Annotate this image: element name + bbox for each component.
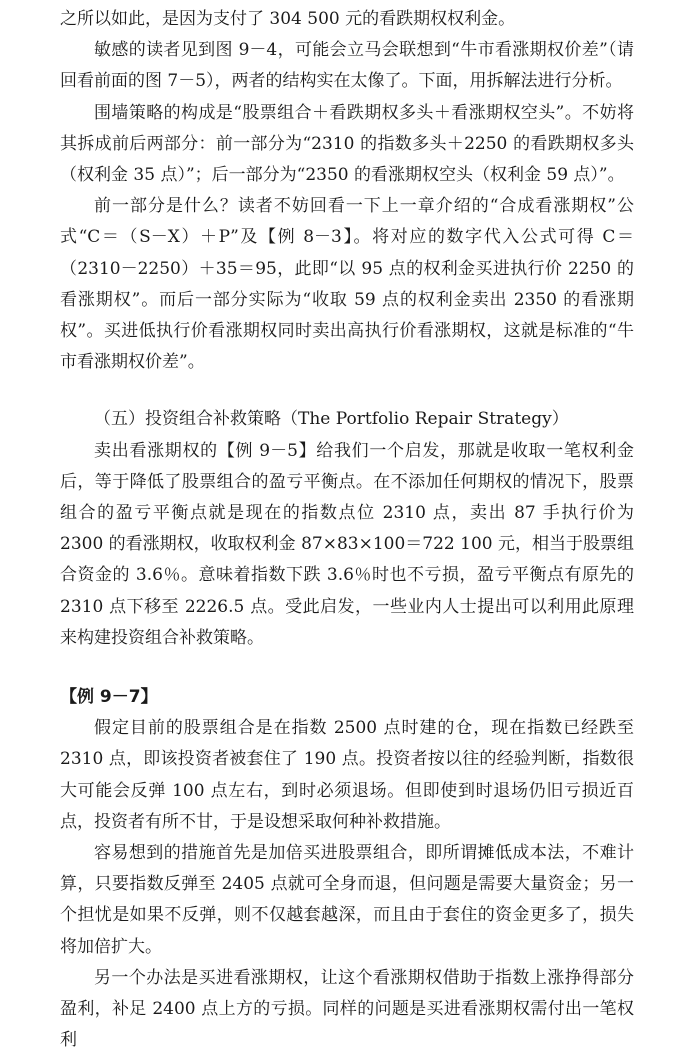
spacer <box>60 378 634 404</box>
paragraph-continuation: 之所以如此，是因为支付了 304 500 元的看跌期权权利金。 <box>60 9 516 29</box>
section-heading: （五）投资组合补救策略（The Portfolio Repair Strategy） <box>94 409 569 430</box>
paragraph-synthetic-call: 前一部分是什么？读者不妨回看一下上一章介绍的“合成看涨期权”公式“C＝（S－X）＋P”及【例 8－3】。将对应的数字代入公式可得 C＝（2310－2250）＋35＝95，此即“以 95 点的权利金买进执行价 2250 的看涨期权”。而后一部分实际为“收取 59 点的权利金卖出 2350 的看涨期权”。买进低执行价看涨期权同时卖出高执行价看涨期权，这就是标准的“牛市看涨期权价差”。 <box>60 196 634 373</box>
paragraph-example-setup: 假定目前的股票组合是在指数 2500 点时建的仓，现在指数已经跌至 2310 点，即该投资者被套住了 190 点。投资者按以往的经验判断，指数很大可能会反弹 100 点左右，到时必须退场。但即使到时退场仍旧亏损近百点，投资者有所不甘，于是设想采取何种补救措施。 <box>60 718 634 832</box>
paragraph-averaging-down: 容易想到的措施首先是加倍买进股票组合，即所谓摊低成本法，不难计算，只要指数反弹至 2405 点就可全身而退，但问题是需要大量资金；另一个担忧是如果不反弹，则不仅越套越深，而且由于套住的资金更多了，损失将加倍扩大。 <box>60 843 634 957</box>
example-heading: 【例 9－7】 <box>60 687 158 708</box>
paragraph-collar-decomposition: 围墙策略的构成是“股票组合＋看跌期权多头＋看涨期权空头”。不妨将其拆成前后两部分：前一部分为“2310 的指数多头＋2250 的看跌期权多头（权利金 35 点）”；后一部分为“2350 的看涨期权空头（权利金 59 点）”。 <box>60 102 634 186</box>
paragraph-buy-call: 另一个办法是买进看涨期权，让这个看涨期权借助于指数上涨挣得部分盈利，补足 2400 点上方的亏损。同样的问题是买进看涨期权需付出一笔权利 <box>60 967 634 1051</box>
spacer <box>60 654 634 682</box>
paragraph-bull-spread-comparison: 敏感的读者见到图 9－4，可能会立马会联想到“牛市看涨期权价差”（请回看前面的图 7－5），两者的结构实在太像了。下面，用拆解法进行分析。 <box>60 40 634 92</box>
paragraph-repair-intro: 卖出看涨期权的【例 9－5】给我们一个启发，那就是收取一笔权利金后，等于降低了股票组合的盈亏平衡点。在不添加任何期权的情况下，股票组合的盈亏平衡点就是现在的指数点位 2310 点，卖出 87 手执行价为 2300 的看涨期权，收取权利金 87×83×100＝722 100 元，相当于股票组合资金的 3.6％。意味着指数下跌 3.6％时也不亏损，盈亏平衡点有原先的 2310 点下移至 2226.5 点。受此启发，一些业内人士提出可以利用此原理来构建投资组合补救策略。 <box>60 440 634 648</box>
